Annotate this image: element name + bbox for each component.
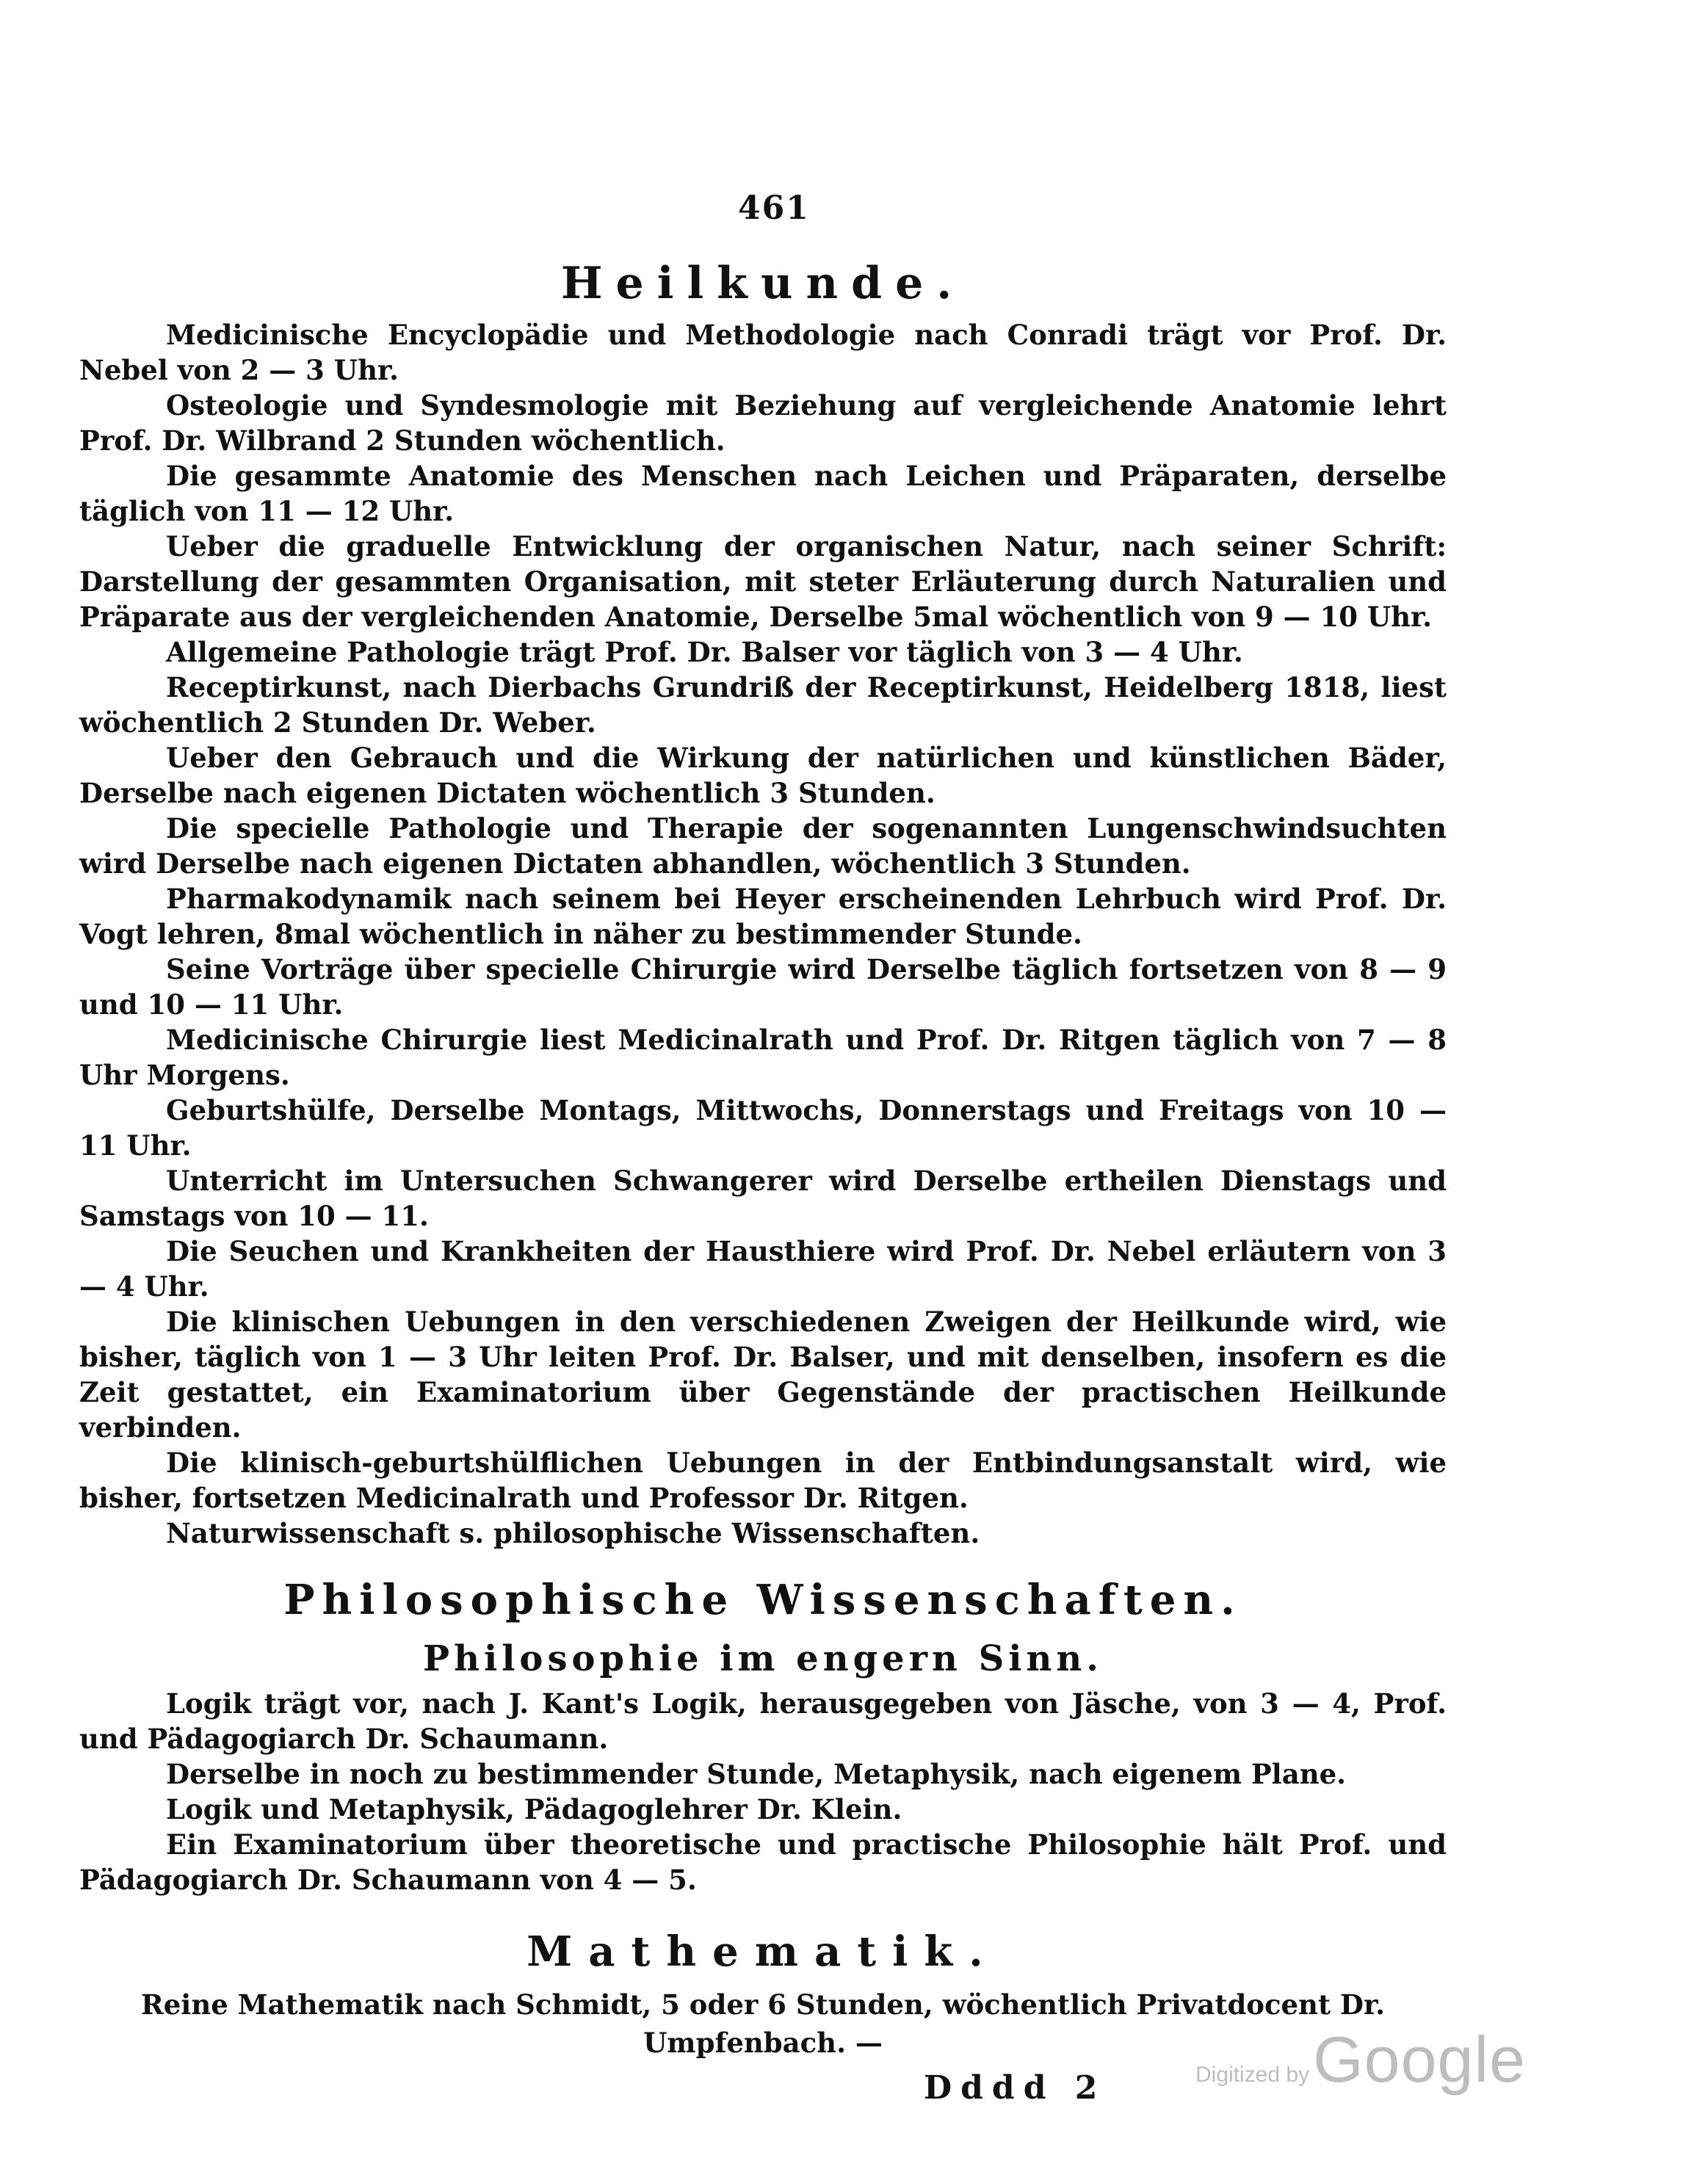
course-entry: Reine Mathematik nach Schmidt, 5 oder 6 Stunden, wöchentlich Privatdocent Dr. Umpfenbach. — (141, 1988, 1385, 2059)
page-number: 461 (738, 189, 810, 227)
course-entry: Die Seuchen und Krankheiten der Hausthiere wird Prof. Dr. Nebel erläutern von 3 — 4 Uhr. (79, 1235, 1447, 1303)
digitized-watermark (1195, 2022, 1526, 2097)
subsection-heading-philosophie: Philosophie im engern Sinn. (422, 1638, 1104, 1679)
course-entry: Unterricht im Untersuchen Schwangerer wird Derselbe ertheilen Dienstags und Samstags von 10 — 11. (79, 1165, 1447, 1232)
course-entry: Die specielle Pathologie und Therapie der sogenannten Lungenschwindsuchten wird Derselbe nach eigenen Dictaten abhandlen, wöchentlich 3 Stunden. (79, 812, 1447, 880)
watermark-prefix: Digitized by (1195, 2063, 1310, 2087)
course-entry: Ueber die graduelle Entwicklung der organischen Natur, nach seiner Schrift: Darstellung der gesammten Organisation, mit steter Erläuterung durch Naturalien und Präparate aus der vergleichenden Anatomie, Derselbe 5mal wöchentlich von 9 — 10 Uhr. (79, 530, 1447, 633)
section-heading-mathematik: Mathematik. (526, 1927, 999, 1976)
course-entry: Ueber den Gebrauch und die Wirkung der natürlichen und künstlichen Bäder, Derselbe nach eigenen Dictaten wöchentlich 3 Stunden. (79, 742, 1447, 809)
philosophie-entries (79, 1686, 1447, 1897)
course-entry: Allgemeine Pathologie trägt Prof. Dr. Balser vor täglich von 3 — 4 Uhr. (166, 636, 1243, 668)
course-entry: Medicinische Chirurgie liest Medicinalrath und Prof. Dr. Ritgen täglich von 7 — 8 Uhr Morgens. (79, 1024, 1447, 1091)
course-entry: Derselbe in noch zu bestimmender Stunde, Metaphysik, nach eigenem Plane. (166, 1758, 1347, 1790)
course-entry: Die klinisch-geburtshülflichen Uebungen in der Entbindungsanstalt wird, wie bisher, fortsetzen Medicinalrath und Professor Dr. Ritgen. (79, 1447, 1447, 1514)
course-entry: Die gesammte Anatomie des Menschen nach Leichen und Präparaten, derselbe täglich von 11 — 12 Uhr. (79, 460, 1447, 527)
heilkunde-entries (79, 317, 1447, 1551)
section-heading-heilkunde: Heilkunde. (560, 258, 966, 309)
page-content (79, 250, 1447, 2112)
course-entry: Medicinische Encyclopädie und Methodologie nach Conradi trägt vor Prof. Dr. Nebel von 2 — 3 Uhr. (79, 319, 1447, 386)
printer-signature: Dddd 2 (924, 2069, 1107, 2107)
course-entry: Receptirkunst, nach Dierbachs Grundriß der Receptirkunst, Heidelberg 1818, liest wöchentlich 2 Stunden Dr. Weber. (79, 671, 1447, 739)
course-entry: Seine Vorträge über specielle Chirurgie wird Derselbe täglich fortsetzen von 8 — 9 und 10 — 11 Uhr. (79, 953, 1447, 1021)
course-entry: Osteologie und Syndesmologie mit Beziehung auf vergleichende Anatomie lehrt Prof. Dr. Wilbrand 2 Stunden wöchentlich. (79, 389, 1447, 457)
course-entry: Pharmakodynamik nach seinem bei Heyer erscheinenden Lehrbuch wird Prof. Dr. Vogt lehren, 8mal wöchentlich in näher zu bestimmender Stunde. (79, 883, 1447, 950)
course-entry: Ein Examinatorium über theoretische und practische Philosophie hält Prof. und Pädagogiarch Dr. Schaumann von 4 — 5. (79, 1828, 1447, 1896)
course-entry: Geburtshülfe, Derselbe Montags, Mittwochs, Donnerstags und Freitags von 10 — 11 Uhr. (79, 1094, 1447, 1162)
course-entry: Logik trägt vor, nach J. Kant's Logik, herausgegeben von Jäsche, von 3 — 4, Prof. und Pädagogiarch Dr. Schaumann. (79, 1687, 1447, 1755)
section-heading-philosophie: Philosophische Wissenschaften. (283, 1576, 1242, 1624)
course-entry: Die klinischen Uebungen in den verschiedenen Zweigen der Heilkunde wird, wie bisher, täglich von 1 — 3 Uhr leiten Prof. Dr. Balser, und mit denselben, insofern es die Zeit gestattet, ein Examinatorium über Gegenstände der practischen Heilkunde verbinden. (79, 1306, 1447, 1444)
course-entry: Logik und Metaphysik, Pädagoglehrer Dr. Klein. (166, 1793, 902, 1825)
watermark-brand: Google (1313, 2023, 1526, 2096)
course-entry: Naturwissenschaft s. philosophische Wissenschaften. (166, 1517, 980, 1549)
